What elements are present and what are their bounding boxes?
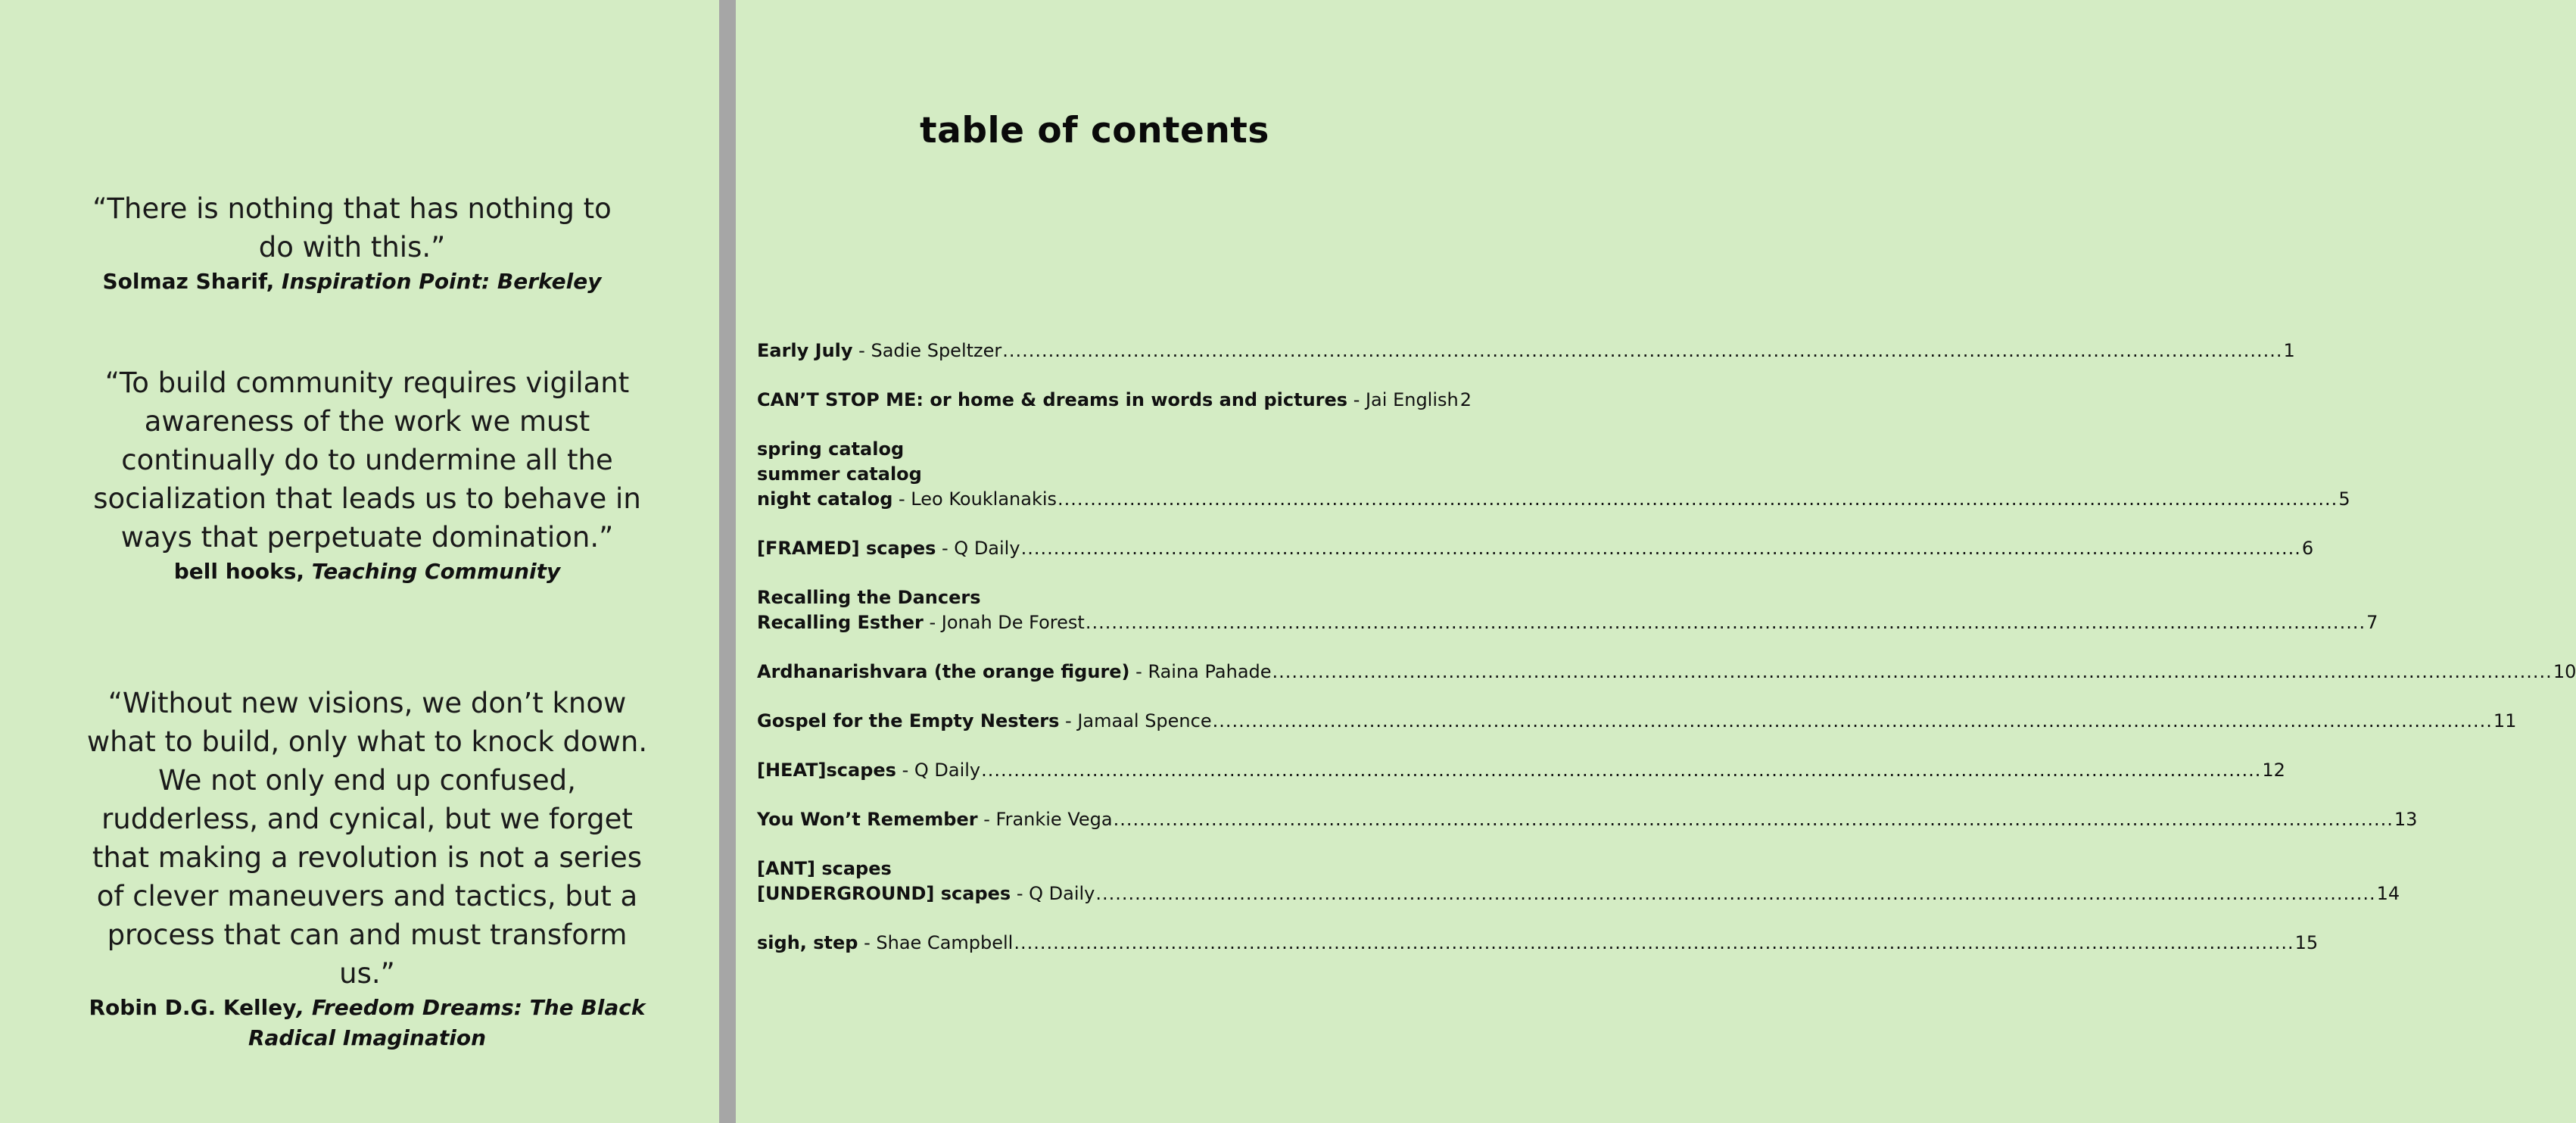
toc-entry — [757, 338, 2295, 363]
toc-entry-author: - Jai English — [1347, 389, 1459, 410]
toc-entry-title: night catalog — [757, 488, 893, 510]
toc-entry — [757, 856, 2400, 906]
toc-entry — [757, 536, 2314, 561]
toc-entry — [757, 437, 2350, 512]
quote-1-attribution — [76, 267, 628, 297]
toc-page-number: 15 — [2294, 932, 2319, 953]
toc-entry-line — [757, 807, 2418, 832]
quote-3-attribution — [76, 993, 659, 1053]
quote-2 — [76, 363, 659, 587]
toc-page-number: 11 — [2493, 710, 2517, 732]
toc-list — [757, 338, 2576, 980]
quote-2-text: “To build community requires vigilant awareness of the work we must continually do to undermine all the socialization that leads us to behave in ways that perpetuate domination.” — [93, 367, 641, 554]
quote-1-author: Solmaz Sharif, — [102, 269, 275, 294]
toc-entry-title: [UNDERGROUND] scapes — [757, 883, 1011, 904]
toc-entry-title: Recalling the Dancers — [757, 587, 981, 608]
right-page — [736, 0, 2576, 1123]
toc-entry-title: [HEAT]scapes — [757, 760, 896, 781]
quote-2-attribution — [76, 557, 659, 587]
toc-leader-dots — [1086, 610, 2366, 635]
toc-entry-author: - Frankie Vega — [977, 809, 1113, 830]
toc-entry-author: - Sadie Speltzer — [852, 340, 1002, 361]
toc-entry-title: Early July — [757, 340, 853, 361]
toc-entry-title: CAN’T STOP ME: or home & dreams in words and pictures — [757, 389, 1348, 410]
toc-entry-title: Gospel for the Empty Nesters — [757, 710, 1060, 732]
toc-leader-dots — [981, 758, 2261, 783]
toc-entry-line — [757, 709, 2517, 734]
quote-1-text: “There is nothing that has nothing to do with this.” — [92, 192, 612, 264]
toc-entry-author: - Q Daily — [936, 538, 1020, 559]
toc-leader-dots — [1014, 931, 2294, 956]
quote-3 — [76, 684, 659, 1053]
quote-1 — [76, 189, 628, 297]
toc-entry-line — [757, 660, 2576, 685]
toc-leader-dots — [1272, 660, 2553, 685]
toc-leader-dots — [1021, 536, 2301, 561]
quote-3-author: Robin D.G. Kelley — [89, 995, 297, 1020]
toc-entry-line — [757, 487, 2350, 512]
toc-entry-title: Ardhanarishvara (the orange figure) — [757, 661, 1130, 682]
quote-2-author: bell hooks, — [173, 559, 305, 584]
toc-entry-title: spring catalog — [757, 438, 905, 460]
toc-entry-author: - Q Daily — [896, 760, 981, 781]
toc-page-number: 7 — [2366, 612, 2378, 633]
toc-leader-dots — [1114, 807, 2394, 832]
toc-entry-title: [ANT] scapes — [757, 858, 892, 879]
toc-entry-author: - Jonah De Forest — [923, 612, 1085, 633]
toc-entry — [757, 758, 2285, 783]
toc-entry — [757, 931, 2319, 956]
toc-entry-line — [757, 388, 1472, 413]
toc-page-number: 1 — [2283, 340, 2295, 361]
toc-page-number: 6 — [2301, 538, 2314, 559]
toc-entry-line — [757, 338, 2295, 363]
toc-entry — [757, 660, 2576, 685]
toc-entry-author: - Jamaal Spence — [1059, 710, 1212, 732]
toc-page-number: 10 — [2553, 661, 2576, 682]
toc-entry-author: - Shae Campbell — [858, 932, 1014, 953]
toc-leader-dots — [1057, 487, 2338, 512]
toc-page-number: 12 — [2262, 760, 2285, 781]
toc-entry-line — [757, 758, 2285, 783]
toc-page-number: 5 — [2338, 488, 2350, 510]
book-spine-divider — [719, 0, 736, 1123]
toc-entry-author: - Raina Pahade — [1129, 661, 1272, 682]
toc-entry — [757, 709, 2517, 734]
toc-page-number: 14 — [2376, 883, 2400, 904]
quote-3-work: , Freedom Dreams: The Black Radical Imagination — [248, 995, 646, 1050]
toc-entry-line — [757, 931, 2319, 956]
quote-2-work: Teaching Community — [311, 559, 561, 584]
toc-heading: table of contents — [920, 110, 1269, 151]
toc-entry-title: [FRAMED] scapes — [757, 538, 936, 559]
toc-entry — [757, 807, 2418, 832]
toc-entry-title: You Won’t Remember — [757, 809, 978, 830]
toc-entry-line — [757, 610, 2378, 635]
toc-entry — [757, 585, 2378, 635]
toc-leader-dots — [1213, 709, 2493, 734]
toc-entry-author: - Leo Kouklanakis — [892, 488, 1057, 510]
toc-page-number: 2 — [1459, 389, 1472, 410]
quote-1-work: Inspiration Point: Berkeley — [282, 269, 602, 294]
toc-entry-title: sigh, step — [757, 932, 858, 953]
toc-page-number: 13 — [2394, 809, 2418, 830]
quote-3-text: “Without new visions, we don’t know what to build, only what to knock down. We not only end up confused, rudderless, and cynical, but we forget that making a revolution is not a series of clever maneuvers and tactics, but a process that can and must transform us.” — [86, 687, 648, 990]
left-page — [0, 0, 719, 1123]
toc-leader-dots — [1095, 881, 2375, 906]
toc-entry-title: summer catalog — [757, 463, 922, 485]
toc-entry-title: Recalling Esther — [757, 612, 924, 633]
toc-entry-line — [757, 881, 2400, 906]
toc-entry — [757, 388, 1472, 413]
toc-entry-author: - Q Daily — [1011, 883, 1095, 904]
toc-leader-dots — [1002, 338, 2282, 363]
toc-entry-line — [757, 536, 2314, 561]
